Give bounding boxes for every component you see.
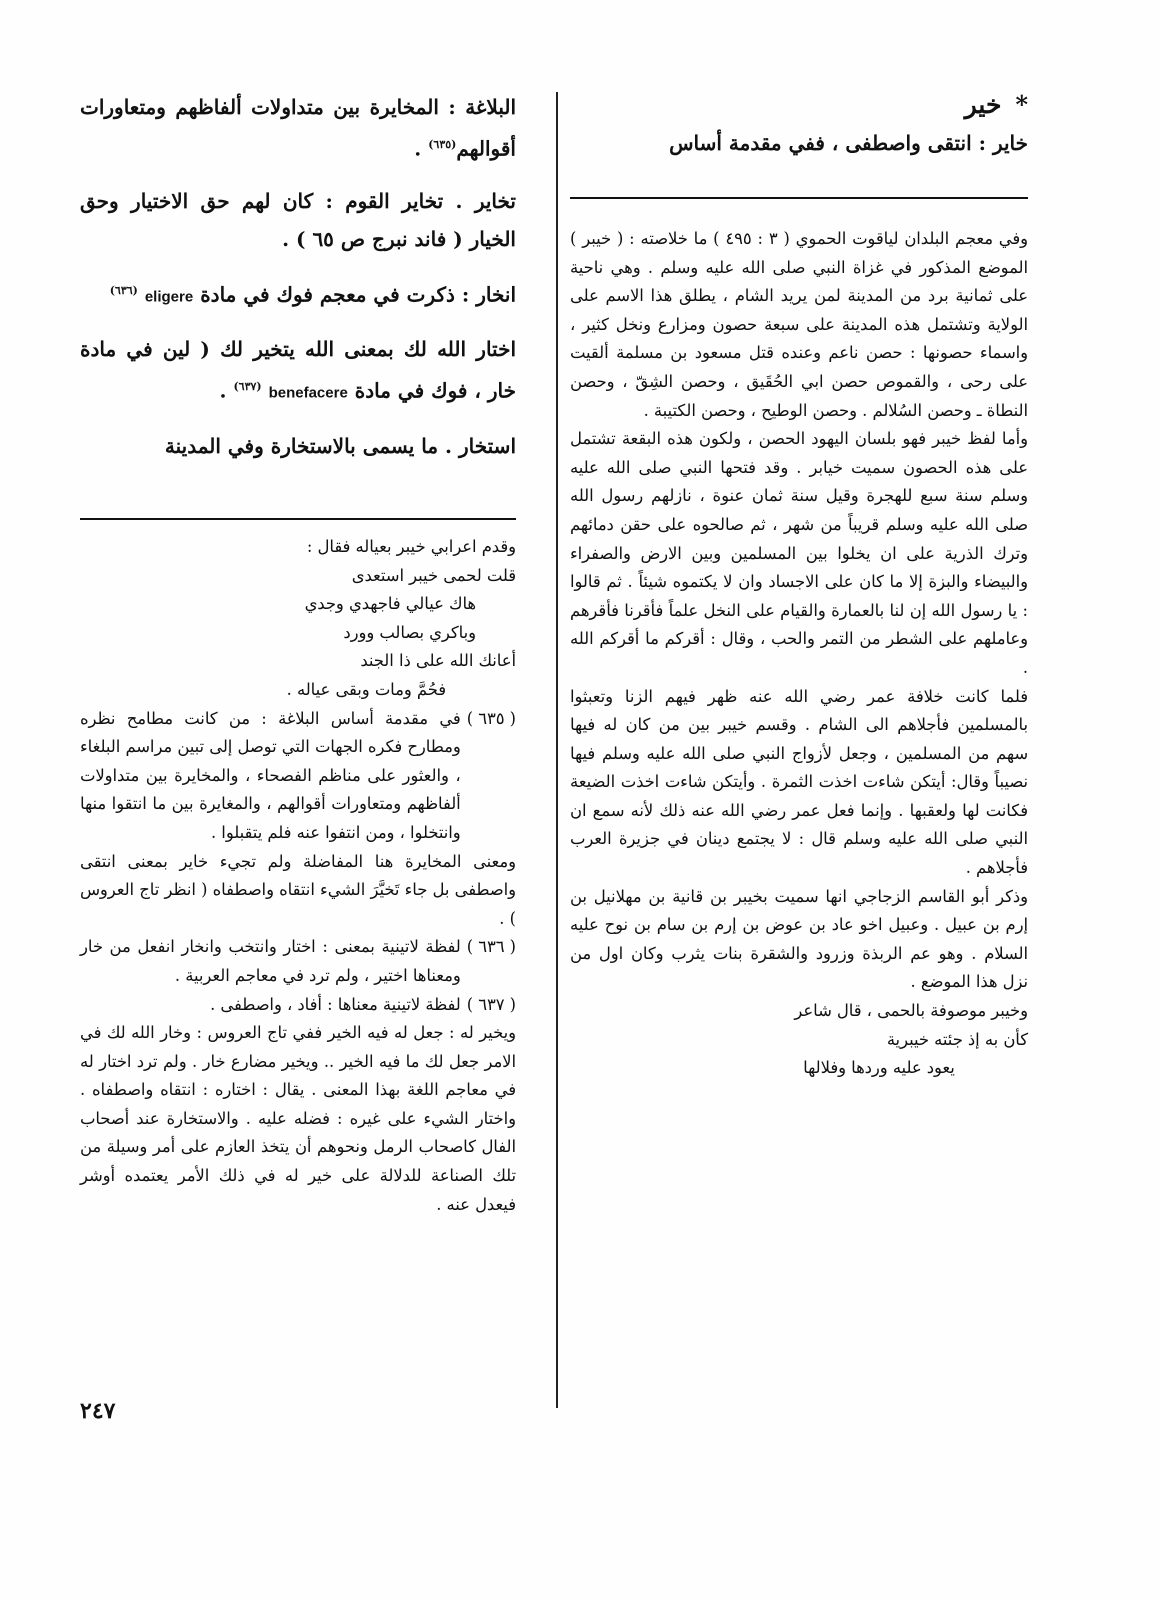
headword-definition: خاير : انتقى واصطفى ، ففي مقدمة أساس — [669, 131, 1028, 155]
footnote-rule — [80, 518, 516, 520]
footnote-number: ( ٦٣٧ ) — [466, 994, 516, 1014]
paragraph-text: البلاغة : المخايرة بين متداولات ألفاظهم ومتعاورات أقوالهم — [80, 95, 516, 161]
footnote-number: ( ٦٣٥ ) — [466, 708, 516, 728]
footnote-number: ( ٦٣٦ ) — [466, 937, 516, 957]
right-column — [570, 225, 1028, 1083]
paragraph-text: اختار الله لك بمعنى الله يتخير لك ( لين في مادة خار ، فوك في مادة — [80, 337, 516, 403]
paragraph: وفي معجم البلدان لياقوت الحموي ( ٣ : ٤٩٥ ) ما خلاصته : ( خيبر ) الموضع المذكور في غزاة النبي صلى الله عليه وسلم . وهي ناحية على ثمانية برد من المدينة لمن يريد الشام ، يطلق هذا الاسم على الولاية وتشتمل هذه المدينة على سبعة حصون ومزارع ونخل كثير ، واسماء حصونها : حصن ناعم وعنده قتل مسعود بن مسلمة ألقيت على رحى ، والقموص حصن ابي الحُقَيق ، وحصن الشِقّ ، وحصن النطاة ـ وحصن السُلالم . وحصن الوطيح ، وحصن الكتيبة . — [570, 229, 1028, 420]
paragraph: استخار . ما يسمى بالاستخارة وفي المدينة — [164, 433, 516, 458]
verse-line: أعانك الله على ذا الجند — [360, 651, 516, 671]
headword-line — [570, 90, 1028, 119]
paragraph: وأما لفظ خيبر فهو بلسان اليهود الحصن ، ولكون هذه البقعة تشتمل على هذه الحصون سميت خيابر . وقد فتحها النبي صلى الله عليه وسلم سنة سبع للهجرة وقيل سنة ثمان عنوة ، نازلهم رسول الله صلى الله عليه وسلم قريباً من شهر ، ثم صالحوه على حقن دمائهم وترك الذرية على ان يخلوا بين المسلمين وبين الارض والصفراء والبيضاء والبزة إلا ما كان على الاجساد وان لا يكتموه شيئاً . ثم قالوا : يا رسول الله إن لنا بالعمارة والقيام على النخل علماً فأقرنا فأقرهم وعاملهم على الشطر من التمر والحب ، وقال : أقركم ما أقركم الله . — [570, 429, 1028, 677]
footnote — [80, 933, 516, 990]
footnote — [80, 991, 516, 1020]
verse-line: فحُمَّ ومات وبقى عياله . — [286, 679, 446, 699]
paragraph: وذكر أبو القاسم الزجاجي انها سميت بخيبر بن قانية بن مهلانيل بن إرم بن عبيل . وعبيل اخو عاد بن عوض بن إرم بن سام بن نوح عليه السلام . وهو عم الربذة وزرود والشقرة بنات يثرب وكان اول من نزل هذا الموضع . — [570, 886, 1028, 992]
page-number: ٢٤٧ — [80, 1398, 116, 1424]
verse-line: هاك عيالي فاجهدي وجدي — [304, 594, 476, 614]
poem-line: يعود عليه وردها وفلالها — [803, 1058, 955, 1078]
asterisk-icon: * — [1015, 90, 1028, 119]
latin-term: benefacere — [268, 384, 348, 402]
paragraph: تخاير . تخاير القوم : كان لهم حق الاختيار وحق الخيار ( فاند نبرج ص ٦٥ ) . — [80, 188, 516, 251]
footnote-continuation: ويخير له : جعل له فيه الخير ففي تاج العروس : وخار الله لك في الامر جعل لك ما فيه الخير .. ويخير مضارع خار . ولم ترد اختار له في معاجم اللغة بهذا المعنى . يقال : اختاره : انتقاه واصطفاه . واختار الشيء على غيره : فضله عليه . والاستخارة عند أصحاب الفال كاصحاب الرمل ونحوهم أن يتخذ العازم على أمر وسيلة من تلك الصناعة للدلالة على خير له في ذلك الأمر يعتمده أوشر فيعدل عنه . — [80, 1023, 516, 1214]
verse-line: وباكري بصالب وورد — [343, 622, 476, 642]
punctuation: . — [414, 136, 429, 161]
footnote-ref: (٦٣٧) — [233, 380, 262, 394]
footnote-continuation: ومعنى المخايرة هنا المفاضلة ولم تجيء خاير بمعنى انتقى واصطفى بل جاء تَخيَّرَ الشيء انتقاه واصطفاه ( انظر تاج العروس ) . — [80, 851, 516, 928]
poem-line: كأن به إذ جئته خيبرية — [886, 1029, 1028, 1049]
left-column — [80, 88, 516, 479]
footnote — [80, 705, 516, 848]
headword: خير — [964, 90, 1002, 119]
footnote-text: لفظة لاتينية بمعنى : اختار وانتخب وانخار انفعل من خار ومعناها اختير ، ولم ترد في معاجم العربية . — [80, 937, 461, 985]
footnotes — [80, 533, 516, 1219]
footnote-text: لفظة لاتينية معناها : أفاد ، واصطفى . — [210, 994, 461, 1014]
punctuation: . — [219, 378, 234, 403]
paragraph — [80, 88, 516, 168]
paragraph — [80, 272, 516, 317]
latin-term: eligere — [144, 288, 194, 306]
footnote-intro: وقدم اعرابي خيبر بعياله فقال : — [306, 537, 516, 556]
footnote-ref: (٦٣٦) — [109, 283, 138, 297]
entry-header — [570, 90, 1028, 155]
column-divider — [556, 92, 558, 1408]
footnote-ref: (٦٣٥) — [428, 138, 457, 151]
poem-intro: وخيبر موصوفة بالحمى ، قال شاعر — [794, 1001, 1028, 1021]
verse-line: قلت لحمى خيبر استعدى — [351, 565, 516, 585]
paragraph: فلما كانت خلافة عمر رضي الله عنه ظهر فيهم الزنا وتعبثوا بالمسلمين فأجلاهم الى الشام . وقسم خيبر بين من كان له فيها سهم من المسلمين ، وجعل لأزواج النبي صلى الله عليه وسلم فيها نصيباً وقال: أيتكن شاءت اخذت الثمرة . وأيتكن شاءت اخذت الضيعة فكانت لها ولعقبها . وإنما فعل عمر رضي الله عنه ذلك لأنه سمع ان النبي صلى الله عليه وسلم قال : لا يجتمع دينان في جزيرة العرب فأجلاهم . — [570, 686, 1028, 878]
footnote-text: في مقدمة أساس البلاغة : من كانت مطامح نظره ومطارح فكره الجهات التي توصل إلى تبين مراسم البلغاء ، والعثور على مناظم الفصحاء ، والمخايرة بين متداولات ألفاظهم ومتعاورات أقوالهم ، والمغايرة بين ما انتقوا منها وانتخلوا ، ومن انتفوا عنه فلم يتقبلوا . — [80, 708, 461, 842]
paragraph-text: انخار : ذكرت في معجم فوك في مادة — [200, 282, 516, 307]
paragraph — [80, 330, 516, 413]
header-rule — [570, 197, 1028, 199]
